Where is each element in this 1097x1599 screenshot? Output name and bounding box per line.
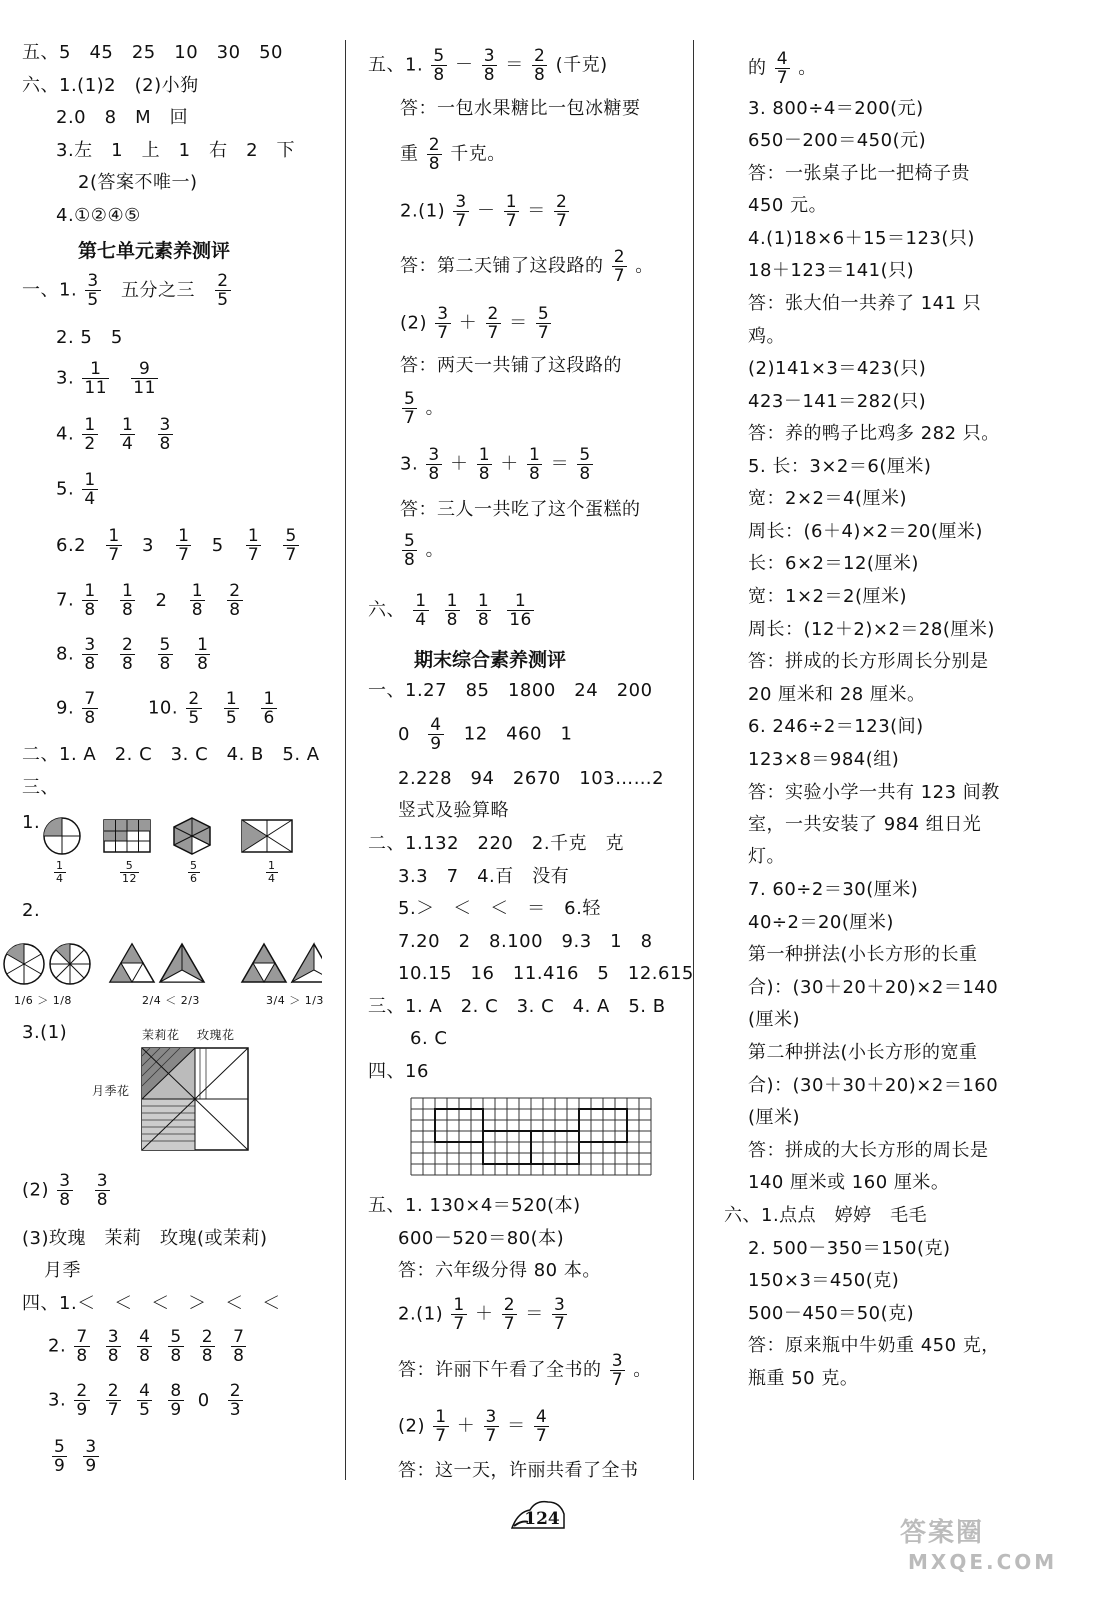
fraction: $\frac{3}{8}$	[159, 415, 171, 454]
answer-line: 一、1.27 85 1800 24 200	[368, 680, 653, 701]
page-number: 124	[524, 1509, 560, 1529]
answer-line: 650－200＝450(元)	[748, 130, 927, 151]
answer-line: 竖式及验算略	[398, 800, 509, 821]
answer-line: 答：第二天铺了这段路的 $\frac{2}{7}$ 。	[400, 247, 654, 286]
answer-line: (2)141×3＝423(只)	[748, 358, 927, 379]
answer-line: (2) $\frac{1}{7}$ ＋ $\frac{3}{7}$ ＝ $\frac{4}{7}$	[398, 1407, 548, 1446]
answer-line: 三、	[22, 777, 59, 798]
answer-line: 月季	[44, 1260, 81, 1281]
answer-line: 答：拼成的长方形周长分别是	[748, 651, 989, 672]
answer-line: 2.	[22, 900, 41, 921]
answer-line: 六、 $\frac{1}{4}$ $\frac{1}{8}$ $\frac{1}{8}$ $\frac{1}{16}$	[368, 591, 532, 630]
fraction: $\frac{3}{7}$	[554, 1295, 566, 1334]
answer-line: 六、1.(1)2 (2)小狗	[22, 75, 199, 96]
fraction: $\frac{5}{8}$	[170, 1327, 182, 1366]
answer-line: 六、1.点点 婷婷 毛毛	[724, 1205, 928, 1226]
answer-line: 三、1. A 2. C 3. C 4. A 5. B	[368, 996, 666, 1017]
answer-line: 合)：(30＋30＋20)×2＝160	[748, 1075, 999, 1096]
answer-line: 五、1. $\frac{5}{8}$ － $\frac{3}{8}$ ＝ $\frac{2}{8}$ (千克)	[368, 46, 608, 85]
answer-line: 宽：1×2＝2(厘米)	[748, 586, 907, 607]
fraction-compare-figure	[2, 940, 322, 990]
section-heading: 期末综合素养测评	[414, 649, 567, 671]
watermark-logo: 答案圈	[900, 1518, 985, 1548]
answer-line: 140 厘米或 160 厘米。	[748, 1172, 950, 1193]
fraction: $\frac{3}{7}$	[437, 304, 449, 343]
answer-line: (2) $\frac{3}{8}$ $\frac{3}{8}$	[22, 1171, 109, 1210]
fraction: $\frac{3}{8}$	[428, 445, 440, 484]
answer-line: 123×8＝984(组)	[748, 749, 900, 770]
answer-line: 3.(1)	[22, 1022, 68, 1043]
fraction: $\frac{3}{7}$	[611, 1351, 624, 1390]
fraction: $\frac{2}{7}$	[613, 247, 626, 286]
fraction: $\frac{1}{8}$	[478, 445, 491, 484]
answer-line: 2. $\frac{7}{8}$ $\frac{3}{8}$ $\frac{4}{8}$ $\frac{5}{8}$ $\frac{2}{8}$ $\frac{7}{8}$	[48, 1327, 245, 1366]
answer-line: 答：六年级分得 80 本。	[398, 1260, 601, 1281]
answer-line: 7. $\frac{1}{8}$ $\frac{1}{8}$ 2 $\frac{1}{8}$ $\frac{2}{8}$	[56, 581, 241, 620]
triangle-quarters-shape-2	[242, 944, 286, 982]
fraction: $\frac{1}{8}$	[84, 581, 96, 620]
answer-line: 答：这一天，许丽共看了全书	[398, 1460, 639, 1481]
fraction: $\frac{1}{7}$	[435, 1407, 447, 1446]
fraction-shapes-figure-1	[32, 812, 332, 892]
answer-line: 合)：(30＋20＋20)×2＝140	[748, 977, 999, 998]
answer-line: 6. 246÷2＝123(间)	[748, 716, 924, 737]
answer-line: 2.228 94 2670 103……2	[398, 768, 665, 789]
fraction: $\frac{2}{7}$	[107, 1381, 120, 1420]
column-divider-2	[693, 40, 694, 1480]
fraction: $\frac{1}{8}$	[446, 591, 458, 630]
fraction: $\frac{1}{8}$	[529, 445, 541, 484]
answer-line: 第一种拼法(小长方形的长重	[748, 944, 978, 965]
fraction: $\frac{7}{8}$	[76, 1327, 88, 1366]
fraction: $\frac{5}{8}$	[433, 46, 445, 85]
answer-line: 答：一张桌子比一把椅子贵	[748, 163, 970, 184]
fraction: $\frac{1}{7}$	[247, 526, 260, 565]
grid-figure	[410, 1097, 658, 1179]
fraction: $\frac{1}{11}$	[84, 359, 108, 398]
answer-line: 宽：2×2＝4(厘米)	[748, 488, 907, 509]
fraction: $\frac{1}{6}$	[263, 689, 275, 728]
fraction: $\frac{7}{8}$	[233, 1327, 245, 1366]
answer-line: 18＋123＝141(只)	[748, 260, 915, 281]
answer-line: 150×3＝450(克)	[748, 1270, 900, 1291]
figure-label: 茉莉花	[142, 1028, 180, 1042]
fraction: $\frac{1}{4}$	[268, 859, 276, 885]
flower-garden-figure	[140, 1046, 252, 1154]
answer-line: 6. C	[410, 1028, 448, 1049]
fraction: $\frac{8}{9}$	[170, 1381, 182, 1420]
answer-line: 一、1. $\frac{3}{5}$ 五分之三 $\frac{2}{5}$	[22, 271, 229, 310]
answer-line: 8. $\frac{3}{8}$ $\frac{2}{8}$ $\frac{5}{8}$ $\frac{1}{8}$	[56, 635, 209, 674]
figure-caption	[264, 860, 280, 885]
fraction: $\frac{1}{7}$	[108, 526, 120, 565]
triangle-thirds-shape-2	[292, 944, 322, 982]
answer-line: 4.(1)18×6＋15＝123(只)	[748, 228, 975, 249]
fraction: $\frac{2}{7}$	[503, 1295, 516, 1334]
answer-line: 600－520＝80(本)	[398, 1228, 565, 1249]
answer-line: 423－141＝282(只)	[748, 391, 927, 412]
answer-line: 答：实验小学一共有 123 间教	[748, 782, 1000, 803]
fraction: $\frac{3}{8}$	[84, 635, 96, 674]
answer-line: 3.3 7 4.百 没有	[398, 866, 570, 887]
answer-line: 3. $\frac{1}{11}$ $\frac{9}{11}$	[56, 359, 156, 398]
answer-line: (厘米)	[748, 1009, 801, 1030]
fraction: $\frac{1}{16}$	[509, 591, 532, 630]
fraction: $\frac{5}{8}$	[159, 635, 171, 674]
answer-line: 9. $\frac{7}{8}$ 10. $\frac{2}{5}$ $\frac{1}{5}$ $\frac{1}{6}$	[56, 689, 275, 728]
answer-line: 0 $\frac{4}{9}$ 12 460 1	[398, 715, 573, 754]
square-x-shape	[242, 820, 292, 852]
circle-sixths-shape	[4, 944, 44, 984]
answer-line: 四、16	[368, 1061, 429, 1082]
triangle-quarters-shape	[110, 944, 154, 982]
answer-line: 40÷2＝20(厘米)	[748, 912, 894, 933]
answer-line: 答：许丽下午看了全书的 $\frac{3}{7}$ 。	[398, 1351, 652, 1390]
answer-line: 答：张大伯一共养了 141 只	[748, 293, 982, 314]
figure-label: 月季花	[92, 1084, 130, 1098]
fraction: $\frac{1}{8}$	[191, 581, 204, 620]
fraction: $\frac{5}{7}$	[285, 526, 297, 565]
fraction: $\frac{1}{8}$	[477, 591, 490, 630]
fraction: $\frac{1}{7}$	[505, 192, 518, 231]
fraction: $\frac{4}{7}$	[535, 1407, 548, 1446]
answer-line: 1.	[22, 812, 41, 833]
answer-line: 灯。	[748, 846, 785, 867]
fraction: $\frac{3}{9}$	[85, 1437, 97, 1476]
answer-line: 四、1.＜ ＜ ＜ ＞ ＜ ＜	[22, 1293, 281, 1314]
fraction: $\frac{5}{7}$	[537, 304, 550, 343]
fraction: $\frac{2}{7}$	[487, 304, 499, 343]
answer-line: 5. $\frac{1}{4}$	[56, 470, 96, 509]
answer-line: 3.左 1 上 1 右 2 下	[56, 140, 296, 161]
answer-line: 周长：(6＋4)×2＝20(厘米)	[748, 521, 983, 542]
answer-line: 长：6×2＝12(厘米)	[748, 553, 919, 574]
fraction: $\frac{2}{8}$	[121, 635, 134, 674]
figure-label: 玫瑰花	[197, 1028, 235, 1042]
fraction: $\frac{2}{5}$	[188, 689, 200, 728]
answer-line: (3)玫瑰 茉莉 玫瑰(或茉莉)	[22, 1228, 268, 1249]
fraction: $\frac{1}{4}$	[56, 859, 64, 885]
fraction: $\frac{2}{8}$	[534, 46, 546, 85]
figure-caption: 2/4 ＜ 2/3	[142, 994, 200, 1007]
answer-line: 鸡。	[748, 326, 785, 347]
answer-line: 答：拼成的大长方形的周长是	[748, 1140, 989, 1161]
watermark-url: MXQE.COM	[908, 1550, 1058, 1574]
answer-line: 2.(1) $\frac{3}{7}$ － $\frac{1}{7}$ ＝ $\frac{2}{7}$	[400, 192, 568, 231]
figure-caption	[118, 860, 141, 885]
fraction: $\frac{5}{9}$	[54, 1437, 66, 1476]
fraction: $\frac{9}{11}$	[133, 359, 156, 398]
answer-line: 3. 800÷4＝200(元)	[748, 98, 924, 119]
fraction: $\frac{3}{7}$	[485, 1407, 497, 1446]
answer-line: (2) $\frac{3}{7}$ ＋ $\frac{2}{7}$ ＝ $\frac{5}{7}$	[400, 304, 550, 343]
answer-line: 450 元。	[748, 195, 828, 216]
fraction: $\frac{2}{8}$	[229, 581, 241, 620]
answer-line: 瓶重 50 克。	[748, 1368, 859, 1389]
fraction: $\frac{3}{7}$	[455, 192, 467, 231]
answer-value: 0	[197, 1389, 210, 1411]
answer-line: 3. $\frac{2}{9}$ $\frac{2}{7}$ $\frac{4}{5}$ $\frac{8}{9}$ 0 $\frac{2}{3}$	[48, 1381, 242, 1420]
answer-line: 答：原来瓶中牛奶重 450 克，	[748, 1335, 1000, 1356]
answer-line: 7.20 2 8.100 9.3 1 8	[398, 931, 653, 952]
fraction: $\frac{4}{5}$	[139, 1381, 151, 1420]
answer-line: 五、5 45 25 10 30 50	[22, 42, 283, 63]
answer-line: 2. 500－350＝150(克)	[748, 1238, 951, 1259]
answer-line: 7. 60÷2＝30(厘米)	[748, 879, 919, 900]
answer-line	[50, 1438, 113, 1475]
answer-line: 20 厘米和 28 厘米。	[748, 684, 926, 705]
answer-line: 500－450＝50(克)	[748, 1303, 915, 1324]
fraction: $\frac{1}{4}$	[415, 591, 427, 630]
answer-line: 5. 长：3×2＝6(厘米)	[748, 456, 932, 477]
fraction: $\frac{2}{8}$	[428, 135, 441, 174]
answer-line: 6.2 $\frac{1}{7}$ 3 $\frac{1}{7}$ 5 $\frac{1}{7}$ $\frac{5}{7}$	[56, 526, 297, 565]
answer-line: 2(答案不唯一)	[78, 172, 198, 193]
answer-line: 答：三人一共吃了这个蛋糕的	[400, 499, 641, 520]
circle-quarter-shape	[44, 818, 80, 854]
fraction: $\frac{4}{7}$	[776, 49, 789, 88]
answer-line: 3. $\frac{3}{8}$ ＋ $\frac{1}{8}$ ＋ $\frac{1}{8}$ ＝ $\frac{5}{8}$	[400, 445, 591, 484]
figure-caption	[52, 860, 68, 885]
circle-eighths-shape	[50, 944, 90, 984]
answer-line: 二、1.132 220 2.千克 克	[368, 833, 625, 854]
fraction: $\frac{2}{9}$	[76, 1381, 88, 1420]
answer-line: 二、1. A 2. C 3. C 4. B 5. A	[22, 744, 320, 765]
fraction: $\frac{2}{8}$	[201, 1327, 214, 1366]
fraction: $\frac{1}{7}$	[453, 1295, 465, 1334]
fraction: $\frac{1}{7}$	[178, 526, 190, 565]
answer-line: 五、1. 130×4＝520(本)	[368, 1195, 581, 1216]
answer-line: 2.0 8 M 回	[56, 107, 189, 128]
answer-line: $\frac{5}{7}$ 。	[404, 389, 445, 428]
answer-line: 周长：(12＋2)×2＝28(厘米)	[748, 619, 995, 640]
answer-line: 重 $\frac{2}{8}$ 千克。	[400, 135, 506, 174]
answer-line: 10.15 16 11.416 5 12.615	[398, 963, 694, 984]
hexagon-shape	[174, 818, 210, 854]
fraction: $\frac{1}{2}$	[84, 415, 96, 454]
answer-line: 4. $\frac{1}{2}$ $\frac{1}{4}$ $\frac{3}{8}$	[56, 415, 171, 454]
figure-caption	[186, 860, 202, 885]
fraction: $\frac{3}{8}$	[96, 1171, 109, 1210]
answer-line: 5.＞ ＜ ＜ ＝ 6.轻	[398, 898, 601, 919]
fraction: $\frac{1}{5}$	[225, 689, 238, 728]
answer-line: 答：两天一共铺了这段路的	[400, 355, 622, 376]
fraction: $\frac{3}{5}$	[87, 271, 99, 310]
answer-line: 第二种拼法(小长方形的宽重	[748, 1042, 978, 1063]
answer-line: 的 $\frac{4}{7}$ 。	[748, 49, 817, 88]
column-divider-1	[345, 40, 346, 1480]
answer-line: (厘米)	[748, 1107, 801, 1128]
fraction: $\frac{7}{8}$	[84, 689, 96, 728]
fraction: $\frac{5}{8}$	[579, 445, 591, 484]
fraction: $\frac{3}{8}$	[483, 46, 496, 85]
fraction: $\frac{4}{8}$	[139, 1327, 151, 1366]
fraction: $\frac{5}{7}$	[404, 389, 416, 428]
answer-line: 答：养的鸭子比鸡多 282 只。	[748, 423, 1000, 444]
section-heading: 第七单元素养测评	[78, 240, 231, 262]
answer-line: 2. 5 5	[56, 327, 123, 348]
fraction: $\frac{3}{8}$	[107, 1327, 120, 1366]
fraction: $\frac{5}{6}$	[190, 859, 198, 885]
answer-line: 室，一共安装了 984 组日光	[748, 814, 982, 835]
grid-rectangle-shape	[104, 820, 150, 852]
answer-line: $\frac{5}{8}$ 。	[404, 531, 445, 570]
fraction: $\frac{2}{5}$	[217, 271, 229, 310]
figure-caption: 3/4 ＞ 1/3	[266, 994, 324, 1007]
fraction: $\frac{1}{4}$	[121, 415, 134, 454]
answer-line: 4.①②④⑤	[56, 205, 141, 226]
fraction: $\frac{1}{8}$	[121, 581, 134, 620]
fraction: $\frac{3}{8}$	[59, 1171, 71, 1210]
fraction: $\frac{1}{8}$	[197, 635, 209, 674]
fraction: $\frac{1}{4}$	[84, 470, 96, 509]
item-number: 一、1.	[22, 279, 78, 301]
fraction: $\frac{4}{9}$	[430, 715, 442, 754]
answer-line: 2.(1) $\frac{1}{7}$ ＋ $\frac{2}{7}$ ＝ $\frac{3}{7}$	[398, 1295, 566, 1334]
answer-line: 答：一包水果糖比一包冰糖要	[400, 98, 641, 119]
fraction: $\frac{5}{8}$	[404, 531, 416, 570]
page-number-badge	[508, 1492, 568, 1532]
fraction: $\frac{5}{12}$	[122, 859, 137, 885]
fraction: $\frac{2}{3}$	[229, 1381, 242, 1420]
fraction: $\frac{2}{7}$	[556, 192, 568, 231]
figure-caption: 1/6 ＞ 1/8	[14, 994, 72, 1007]
triangle-thirds-shape	[160, 944, 204, 982]
